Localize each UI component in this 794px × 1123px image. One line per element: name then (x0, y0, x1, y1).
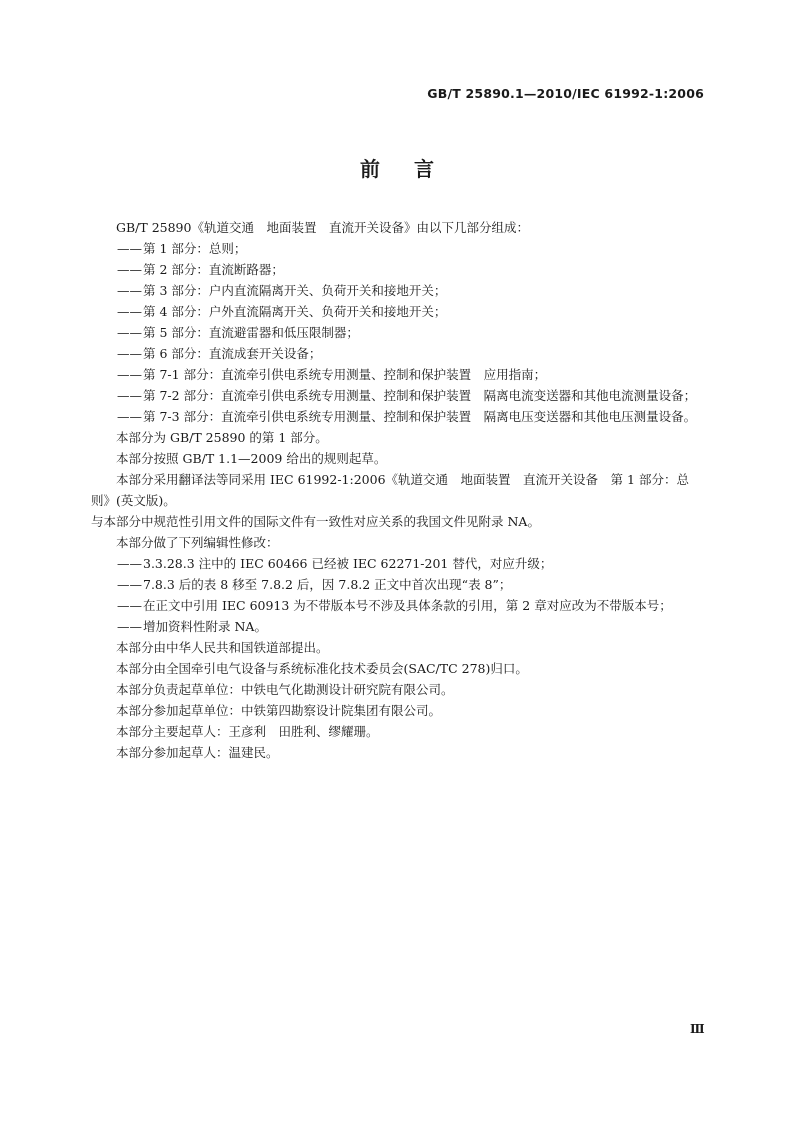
list-item-text: 3.3.28.3 注中的 IEC 60466 已经被 IEC 62271-201 替代，对应升级； (143, 556, 553, 571)
statement-annex-na: 与本部分中规范性引用文件的国际文件有一致性对应关系的我国文件见附录 NA。 (91, 514, 540, 529)
closing-line: 本部分参加起草单位：中铁第四勘察设计院集团有限公司。 (116, 703, 442, 718)
list-item-text: 第 5 部分：直流避雷器和低压限制器； (143, 325, 359, 340)
list-item-text: 第 6 部分：直流成套开关设备； (143, 346, 322, 361)
closing-line: 本部分负责起草单位：中铁电气化勘测设计研究院有限公司。 (116, 682, 454, 697)
list-dash: —— (117, 619, 142, 634)
list-dash: —— (117, 409, 142, 424)
list-item (91, 259, 705, 280)
list-item-text: 第 2 部分：直流断路器； (143, 262, 284, 277)
list-item-text: 7.8.3 后的表 8 移至 7.8.2 后，因 7.8.2 正文中首次出现“表 8”； (143, 577, 512, 592)
list-dash: —— (117, 367, 142, 382)
list-item-text: 第 7-1 部分：直流牵引供电系统专用测量、控制和保护装置 应用指南； (143, 367, 547, 382)
standard-code-header: GB/T 25890.1—2010/IEC 61992-1:2006 (427, 86, 704, 101)
list-item-text: 第 4 部分：户外直流隔离开关、负荷开关和接地开关； (143, 304, 447, 319)
closing-line: 本部分参加起草人：温建民。 (116, 745, 279, 760)
list-item (91, 553, 705, 574)
closing-line: 本部分主要起草人：王彦利 田胜利、缪耀珊。 (116, 724, 379, 739)
list-dash: —— (117, 283, 142, 298)
list-dash: —— (117, 556, 142, 571)
document-body (91, 217, 705, 763)
list-item (91, 595, 705, 616)
list-dash: —— (117, 388, 142, 403)
closing-line: 本部分由中华人民共和国铁道部提出。 (116, 640, 329, 655)
intro-paragraph: GB/T 25890《轨道交通 地面装置 直流开关设备》由以下几部分组成： (116, 220, 529, 235)
list-dash: —— (117, 241, 142, 256)
list-dash: —— (117, 577, 142, 592)
list-item (91, 238, 705, 259)
closing-line: 本部分由全国牵引电气设备与系统标准化技术委员会(SAC/TC 278)归口。 (116, 661, 528, 676)
list-item (91, 574, 705, 595)
statement-edits-intro: 本部分做了下列编辑性修改： (116, 535, 279, 550)
page-title: 前言 (360, 157, 468, 181)
list-item (91, 322, 705, 343)
list-item-text: 增加资料性附录 NA。 (143, 619, 267, 634)
statement-drafting-rules: 本部分按照 GB/T 1.1—2009 给出的规则起草。 (116, 451, 387, 466)
list-item (91, 343, 705, 364)
list-dash: —— (117, 598, 142, 613)
list-item-text: 在正文中引用 IEC 60913 为不带版本号不涉及具体条款的引用，第 2 章对应改为不带版本号； (143, 598, 672, 613)
statement-part-number: 本部分为 GB/T 25890 的第 1 部分。 (116, 430, 328, 445)
list-item (91, 385, 705, 406)
list-item (91, 616, 705, 637)
list-dash: —— (117, 304, 142, 319)
list-item (91, 364, 705, 385)
list-item (91, 406, 705, 427)
list-dash: —— (117, 346, 142, 361)
page-number: Ⅲ (690, 1022, 704, 1036)
list-dash: —— (117, 262, 142, 277)
list-item (91, 301, 705, 322)
list-item-text: 第 3 部分：户内直流隔离开关、负荷开关和接地开关； (143, 283, 447, 298)
list-item-text: 第 1 部分：总则； (143, 241, 247, 256)
list-dash: —— (117, 325, 142, 340)
list-item (91, 280, 705, 301)
statement-adoption: 本部分采用翻译法等同采用 IEC 61992-1:2006《轨道交通 地面装置 直流开关设备 第 1 部分：总则》(英文版)。 (91, 472, 689, 508)
list-item-text: 第 7-2 部分：直流牵引供电系统专用测量、控制和保护装置 隔离电流变送器和其他电流测量设备； (143, 388, 697, 403)
list-item-text: 第 7-3 部分：直流牵引供电系统专用测量、控制和保护装置 隔离电压变送器和其他电压测量设备。 (143, 409, 697, 424)
